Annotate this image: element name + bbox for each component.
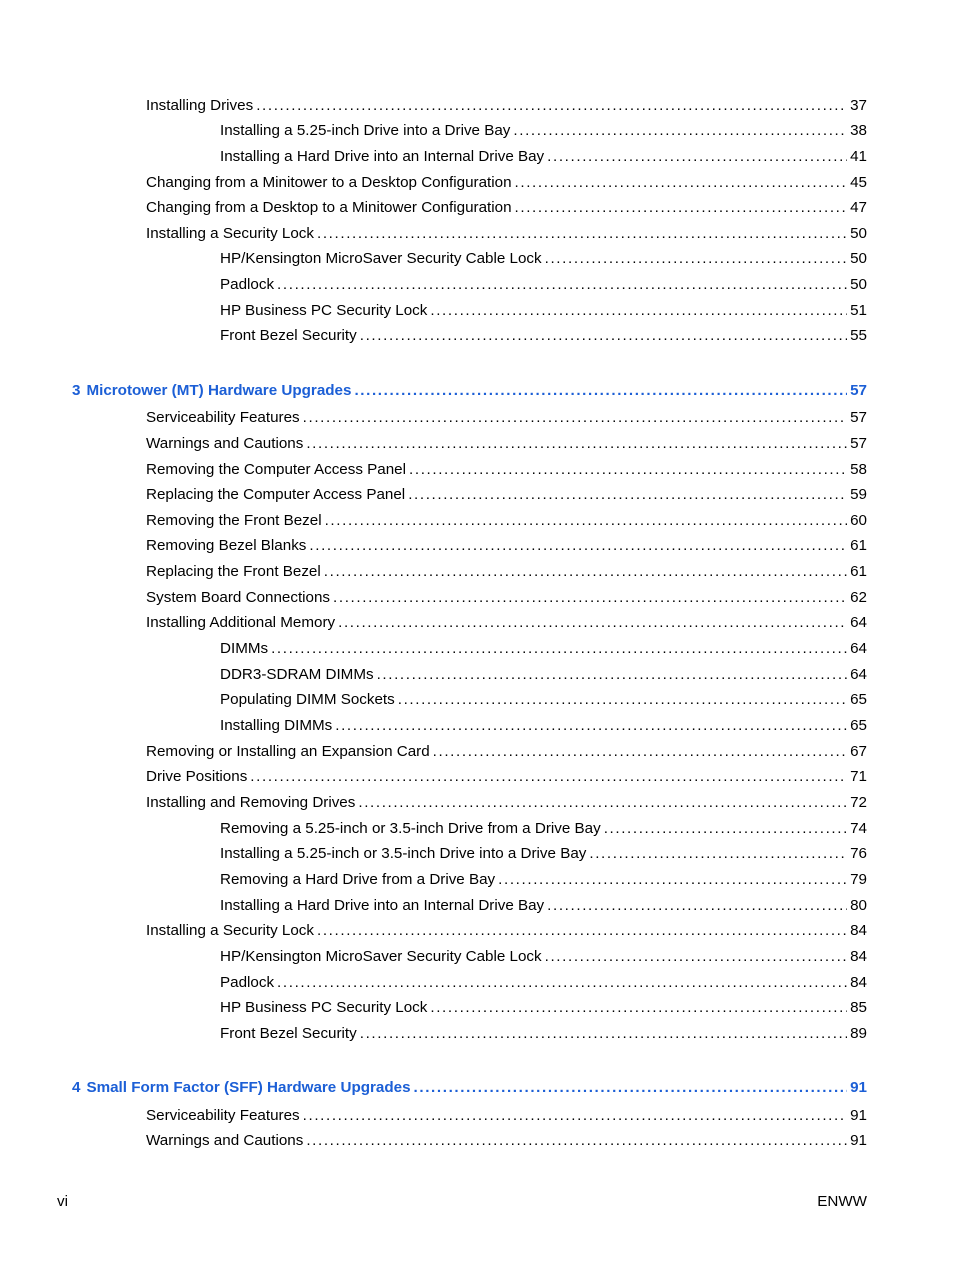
- toc-entry-label: Installing a 5.25-inch or 3.5-inch Drive into a Drive Bay: [220, 845, 587, 862]
- dot-leader: [271, 639, 847, 659]
- dot-leader: [317, 224, 847, 244]
- toc-entry-page: 64: [850, 614, 867, 631]
- toc-entry[interactable]: [220, 326, 867, 346]
- dot-leader: [306, 1131, 847, 1151]
- toc-entry-page: 47: [850, 199, 867, 216]
- toc-entry-page: 65: [850, 717, 867, 734]
- toc-entry-page: 59: [850, 486, 867, 503]
- dot-leader: [377, 665, 848, 685]
- toc-entry[interactable]: [220, 665, 867, 685]
- dot-leader: [408, 485, 847, 505]
- dot-leader: [398, 690, 847, 710]
- toc-entry-label: Installing a Security Lock: [146, 922, 314, 939]
- dot-leader: [324, 562, 847, 582]
- dot-leader: [277, 973, 847, 993]
- toc-entry-page: 80: [850, 897, 867, 914]
- toc-entry-page: 37: [850, 97, 867, 114]
- toc-entry-label: Serviceability Features: [146, 409, 300, 426]
- toc-entry-label: Padlock: [220, 974, 275, 991]
- dot-leader: [303, 408, 847, 428]
- toc-entry-label: Changing from a Minitower to a Desktop Configuration: [146, 174, 512, 191]
- toc-entry-label: Installing a 5.25-inch Drive into a Drive Bay: [220, 122, 511, 139]
- toc-entry-page: 84: [850, 974, 867, 991]
- toc-entry[interactable]: [146, 460, 867, 480]
- toc-entry-label: Removing the Front Bezel: [146, 512, 322, 529]
- toc-entry[interactable]: [220, 896, 867, 916]
- toc-entry-page: 55: [850, 327, 867, 344]
- toc-entry[interactable]: [220, 973, 867, 993]
- dot-leader: [430, 301, 847, 321]
- toc-entry-label: HP/Kensington MicroSaver Security Cable Lock: [220, 250, 542, 267]
- toc-entry[interactable]: [146, 224, 867, 244]
- dot-leader: [335, 716, 847, 736]
- toc-entry-page: 61: [850, 537, 867, 554]
- dot-leader: [430, 998, 847, 1018]
- toc-entry[interactable]: [146, 434, 867, 454]
- toc-entry-label: DDR3-SDRAM DIMMs: [220, 666, 374, 683]
- toc-entry[interactable]: [220, 947, 867, 967]
- dot-leader: [309, 536, 847, 556]
- dot-leader: [360, 1024, 847, 1044]
- toc-entry[interactable]: [146, 173, 867, 193]
- dot-leader: [338, 613, 847, 633]
- dot-leader: [360, 326, 847, 346]
- toc-entry-page: 57: [850, 409, 867, 426]
- toc-entry-page: 91: [850, 1107, 867, 1124]
- toc-entry-page: 84: [850, 922, 867, 939]
- toc-entry[interactable]: [220, 249, 867, 269]
- toc-entry-page: 50: [850, 276, 867, 293]
- dot-leader: [433, 742, 847, 762]
- dot-leader: [414, 1078, 848, 1098]
- toc-entry-label: Front Bezel Security: [220, 327, 357, 344]
- toc-entry-page: 65: [850, 691, 867, 708]
- toc-entry[interactable]: [220, 819, 867, 839]
- toc-entry-page: 91: [850, 1132, 867, 1149]
- toc-chapter-4[interactable]: [72, 1078, 867, 1098]
- footer-doc-code: ENWW: [817, 1193, 867, 1210]
- toc-entry-label: Drive Positions: [146, 768, 248, 785]
- toc-entry-page: 45: [850, 174, 867, 191]
- toc-entry-label: Front Bezel Security: [220, 1025, 357, 1042]
- toc-entry[interactable]: [220, 121, 867, 141]
- toc-entry-label: Warnings and Cautions: [146, 435, 304, 452]
- dot-leader: [545, 249, 847, 269]
- toc-entry-label: Installing Drives: [146, 97, 254, 114]
- toc-entry-page: 64: [850, 640, 867, 657]
- toc-entry-page: 58: [850, 461, 867, 478]
- toc-entry[interactable]: [220, 639, 867, 659]
- toc-entry-label: Removing Bezel Blanks: [146, 537, 307, 554]
- toc-chapter-title: Microtower (MT) Hardware Upgrades: [86, 382, 352, 399]
- toc-entry-label: Padlock: [220, 276, 275, 293]
- dot-leader: [333, 588, 847, 608]
- toc-entry-page: 89: [850, 1025, 867, 1042]
- toc-entry[interactable]: [220, 870, 867, 890]
- toc-entry-label: Installing and Removing Drives: [146, 794, 356, 811]
- toc-entry[interactable]: [146, 511, 867, 531]
- toc-entry-page: 51: [850, 302, 867, 319]
- dot-leader: [547, 896, 847, 916]
- dot-leader: [306, 434, 847, 454]
- toc-entry-label: Changing from a Desktop to a Minitower Configuration: [146, 199, 512, 216]
- dot-leader: [515, 198, 848, 218]
- toc-entry[interactable]: [220, 844, 867, 864]
- toc-entry-page: 38: [850, 122, 867, 139]
- dot-leader: [256, 96, 847, 116]
- toc-entry[interactable]: [146, 536, 867, 556]
- toc-entry[interactable]: [146, 921, 867, 941]
- toc-entry[interactable]: [146, 198, 867, 218]
- dot-leader: [250, 767, 847, 787]
- toc-entry[interactable]: [146, 793, 867, 813]
- toc-entry[interactable]: [220, 716, 867, 736]
- toc-entry-label: Warnings and Cautions: [146, 1132, 304, 1149]
- toc-entry-page: 76: [850, 845, 867, 862]
- toc-entry[interactable]: [146, 742, 867, 762]
- toc-chapter-number: 4: [72, 1079, 81, 1096]
- dot-leader: [325, 511, 848, 531]
- dot-leader: [358, 793, 847, 813]
- dot-leader: [354, 381, 847, 401]
- dot-leader: [277, 275, 847, 295]
- toc-entry[interactable]: [146, 613, 867, 633]
- toc-entry[interactable]: [220, 147, 867, 167]
- toc-entry-label: Replacing the Computer Access Panel: [146, 486, 406, 503]
- dot-leader: [545, 947, 847, 967]
- toc-chapter-page: 91: [850, 1079, 867, 1096]
- toc-entry-page: 84: [850, 948, 867, 965]
- toc-entry-page: 50: [850, 225, 867, 242]
- dot-leader: [317, 921, 847, 941]
- dot-leader: [604, 819, 847, 839]
- toc-entry-label: Installing a Hard Drive into an Internal Drive Bay: [220, 897, 545, 914]
- toc-entry-label: Installing a Hard Drive into an Internal Drive Bay: [220, 148, 545, 165]
- toc-entry[interactable]: [146, 562, 867, 582]
- toc-entry-label: HP Business PC Security Lock: [220, 999, 428, 1016]
- toc-entry-page: 64: [850, 666, 867, 683]
- toc-entry-label: Replacing the Front Bezel: [146, 563, 321, 580]
- dot-leader: [513, 121, 847, 141]
- toc-entry[interactable]: [220, 1024, 867, 1044]
- toc-entry-page: 50: [850, 250, 867, 267]
- toc-entry-page: 60: [850, 512, 867, 529]
- toc-entry-label: System Board Connections: [146, 589, 331, 606]
- toc-chapter-title: Small Form Factor (SFF) Hardware Upgrades: [86, 1079, 411, 1096]
- toc-entry[interactable]: [146, 408, 867, 428]
- toc-entry-label: DIMMs: [220, 640, 269, 657]
- toc-chapter-label: [72, 1078, 411, 1098]
- toc-chapter-label: [72, 381, 351, 401]
- footer-page-number: vi: [57, 1193, 68, 1210]
- toc-entry-label: Installing Additional Memory: [146, 614, 336, 631]
- toc-entry-page: 74: [850, 820, 867, 837]
- toc-entry-page: 85: [850, 999, 867, 1016]
- toc-entry-label: HP/Kensington MicroSaver Security Cable Lock: [220, 948, 542, 965]
- toc-entry-label: Removing the Computer Access Panel: [146, 461, 407, 478]
- toc-entry[interactable]: [220, 275, 867, 295]
- toc-entry[interactable]: [220, 998, 867, 1018]
- toc-chapter-page: 57: [850, 382, 867, 399]
- toc-entry[interactable]: [146, 588, 867, 608]
- dot-leader: [409, 460, 847, 480]
- toc-entry[interactable]: [146, 1106, 867, 1126]
- toc-entry-page: 71: [850, 768, 867, 785]
- toc-entry-label: Removing or Installing an Expansion Card: [146, 743, 430, 760]
- toc-entry-page: 57: [850, 435, 867, 452]
- dot-leader: [303, 1106, 847, 1126]
- toc-entry-page: 72: [850, 794, 867, 811]
- toc-entry-label: Removing a 5.25-inch or 3.5-inch Drive from a Drive Bay: [220, 820, 601, 837]
- toc-entry-label: Populating DIMM Sockets: [220, 691, 395, 708]
- toc-entry-label: Installing DIMMs: [220, 717, 333, 734]
- dot-leader: [515, 173, 848, 193]
- toc-entry-page: 61: [850, 563, 867, 580]
- toc-entry[interactable]: [220, 690, 867, 710]
- toc-entry-page: 67: [850, 743, 867, 760]
- toc-entry[interactable]: [146, 96, 867, 116]
- dot-leader: [589, 844, 847, 864]
- toc-entry-label: Serviceability Features: [146, 1107, 300, 1124]
- toc-entry[interactable]: [220, 301, 867, 321]
- toc-entry-label: Installing a Security Lock: [146, 225, 314, 242]
- dot-leader: [498, 870, 847, 890]
- toc-entry-page: 41: [850, 148, 867, 165]
- toc-entry[interactable]: [146, 485, 867, 505]
- toc-entry-label: HP Business PC Security Lock: [220, 302, 428, 319]
- toc-entry[interactable]: [146, 1131, 867, 1151]
- toc-chapter-3[interactable]: [72, 381, 867, 401]
- toc-entry[interactable]: [146, 767, 867, 787]
- dot-leader: [547, 147, 847, 167]
- toc-entry-label: Removing a Hard Drive from a Drive Bay: [220, 871, 496, 888]
- toc-entry-page: 79: [850, 871, 867, 888]
- toc-entry-page: 62: [850, 589, 867, 606]
- toc-chapter-number: 3: [72, 382, 81, 399]
